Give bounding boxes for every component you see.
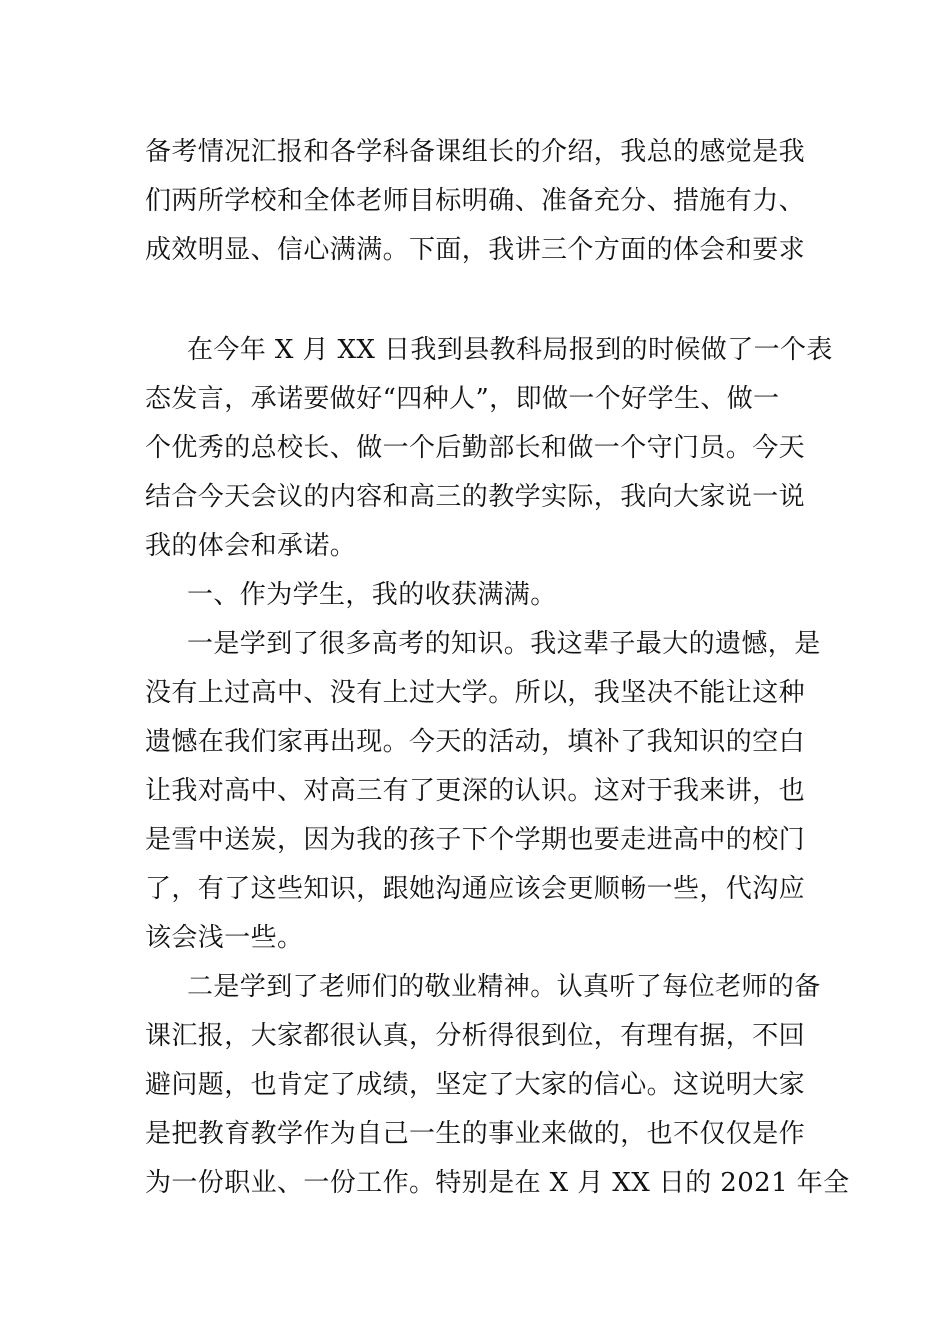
- text-line: 让我对高中、对高三有了更深的认识。这对于我来讲，也: [145, 776, 806, 806]
- text-line: 遗憾在我们家再出现。今天的活动，填补了我知识的空白: [145, 727, 806, 757]
- text-line: 了，有了这些知识，跟她沟通应该会更顺畅一些，代沟应: [145, 874, 806, 904]
- paragraph-pledge: [145, 326, 833, 571]
- text-line: 备考情况汇报和各学科备课组长的介绍，我总的感觉是我: [145, 137, 806, 167]
- text-line: 为一份职业、一份工作。特别是在 X 月 XX 日的 2021 年全: [145, 1168, 850, 1198]
- text-line: 态发言，承诺要做好“四种人”，即做一个好学生、做一: [145, 384, 780, 414]
- text-line: 在今年 X 月 XX 日我到县教科局报到的时候做了一个表: [187, 335, 833, 365]
- paragraph-knowledge: [145, 620, 821, 963]
- text-line: 是雪中送炭，因为我的孩子下个学期也要走进高中的校门: [145, 825, 806, 855]
- text-line: 结合今天会议的内容和高三的教学实际，我向大家说一说: [145, 482, 806, 512]
- text-line: 成效明显、信心满满。下面，我讲三个方面的体会和要求: [145, 235, 806, 265]
- text-line: 避问题，也肯定了成绩，坚定了大家的信心。这说明大家: [145, 1070, 806, 1100]
- paragraph-dedication: [145, 963, 850, 1208]
- text-line: 们两所学校和全体老师目标明确、准备充分、措施有力、: [145, 186, 806, 216]
- text-line: 是把教育教学作为自己一生的事业来做的，也不仅仅是作: [145, 1119, 806, 1149]
- text-line: 个优秀的总校长、做一个后勤部长和做一个守门员。今天: [145, 433, 806, 463]
- paragraph-gap: [145, 275, 805, 326]
- text-line: 该会浅一些。: [145, 923, 304, 953]
- text-line: 二是学到了老师们的敬业精神。认真听了每位老师的备: [187, 972, 821, 1002]
- paragraph-intro: [145, 128, 805, 275]
- document-body: [145, 128, 850, 1208]
- section-heading: [145, 571, 805, 620]
- text-line: 没有上过高中、没有上过大学。所以，我坚决不能让这种: [145, 678, 806, 708]
- text-line: 我的体会和承诺。: [145, 531, 357, 561]
- text-line: 课汇报，大家都很认真，分析得很到位，有理有据，不回: [145, 1021, 806, 1051]
- heading-line: 一、作为学生，我的收获满满。: [187, 580, 557, 610]
- text-line: 一是学到了很多高考的知识。我这辈子最大的遗憾，是: [187, 629, 821, 659]
